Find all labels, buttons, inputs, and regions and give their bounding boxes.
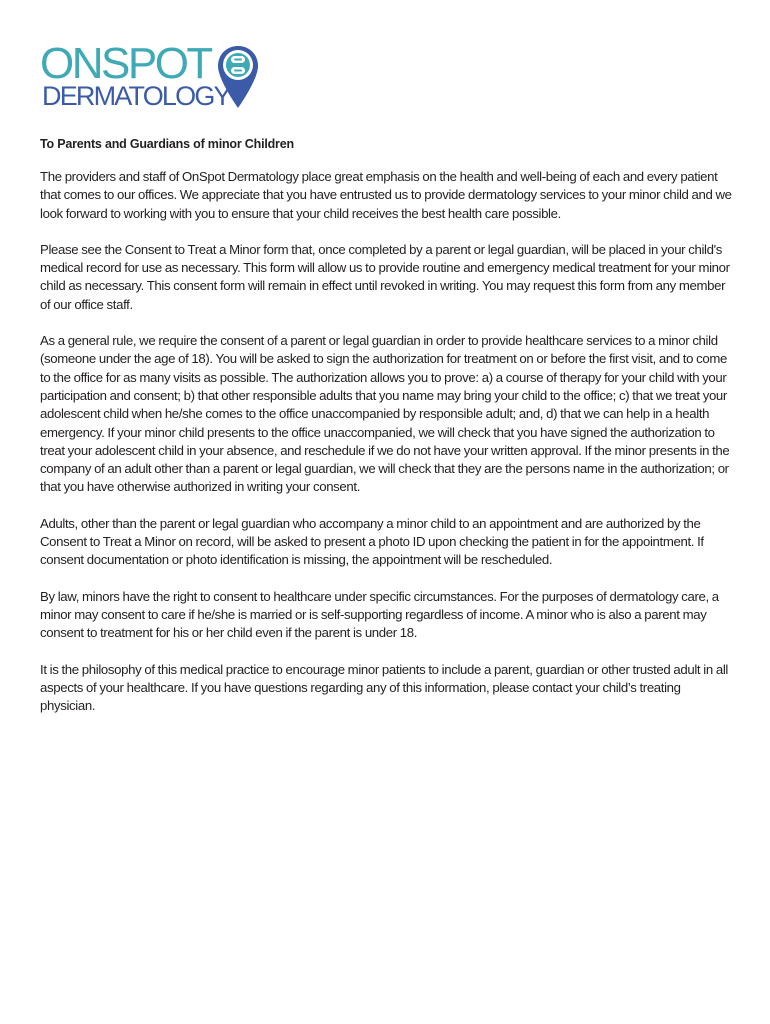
logo-wordmark-dermatology: DERMATOLOGY: [42, 81, 230, 111]
paragraph-photo-id: Adults, other than the parent or legal guardian who accompany a minor child to an appointment and are authorized by the Consent to Treat a Minor on record, will be asked to present a photo ID upon checking the patient in for the appointment. If consent documentation or photo identification is missing, the appointment will be rescheduled.: [40, 515, 704, 568]
paragraph-minor-consent-law: By law, minors have the right to consent to healthcare under specific circumstances. For the purposes of dermatology care, a minor may consent to care if he/she is married or is self-supporting regardless of income. A minor who is also a parent may consent to treatment for his or her child even if the parent is under 18.: [40, 588, 719, 641]
letter-body: [40, 168, 732, 733]
paragraph-intro: The providers and staff of OnSpot Dermatology place great emphasis on the health and well-being of each and every patient that comes to our offices. We appreciate that you have entrusted us to provide dermatology services to your minor child and we look forward to working with you to ensure that your child receives the best health care possible.: [40, 169, 732, 221]
logo-wordmark-onspot: ONSPOT: [40, 39, 211, 88]
letter-heading: To Parents and Guardians of minor Children: [40, 137, 294, 151]
paragraph-consent-form: Please see the Consent to Treat a Minor form that, once completed by a parent or legal guardian, will be placed in your child's medical record for use as necessary. This form will allow us to provide routine and emergency medical treatment for your minor child as necessary. This consent form will remain in effect until revoked in writing. You may request this form from any member of our office staff.: [40, 241, 730, 312]
onspot-dermatology-logo: [40, 39, 270, 112]
location-pin-icon: [216, 44, 260, 110]
paragraph-general-rule: As a general rule, we require the consent of a parent or legal guardian in order to provide healthcare services to a minor child (someone under the age of 18). You will be asked to sign the authorization for treatment on or before the first visit, and to come to the office for as many visits as possible. The authorization allows you to prove: a) a course of therapy for your child with your participation and consent; b) that other responsible adults that you name may bring your child to the office; c) that we treat your adolescent child when he/she comes to the office unaccompanied by responsible adult; and, d) that we can help in a health emergency. If your minor child presents to the office unaccompanied, we will check that you have signed the authorization to treat your adolescent child in your absence, and reschedule if we do not have your written approval. If the minor presents in the company of an adult other than a parent or legal guardian, we will check that they are the persons name in the authorization; or that you have otherwise authorized in writing your consent.: [40, 333, 730, 495]
paragraph-philosophy: It is the philosophy of this medical practice to encourage minor patients to include a parent, guardian or other trusted adult in all aspects of your healthcare. If you have questions regarding any of this information, please contact your child’s treating physician.: [40, 661, 728, 714]
